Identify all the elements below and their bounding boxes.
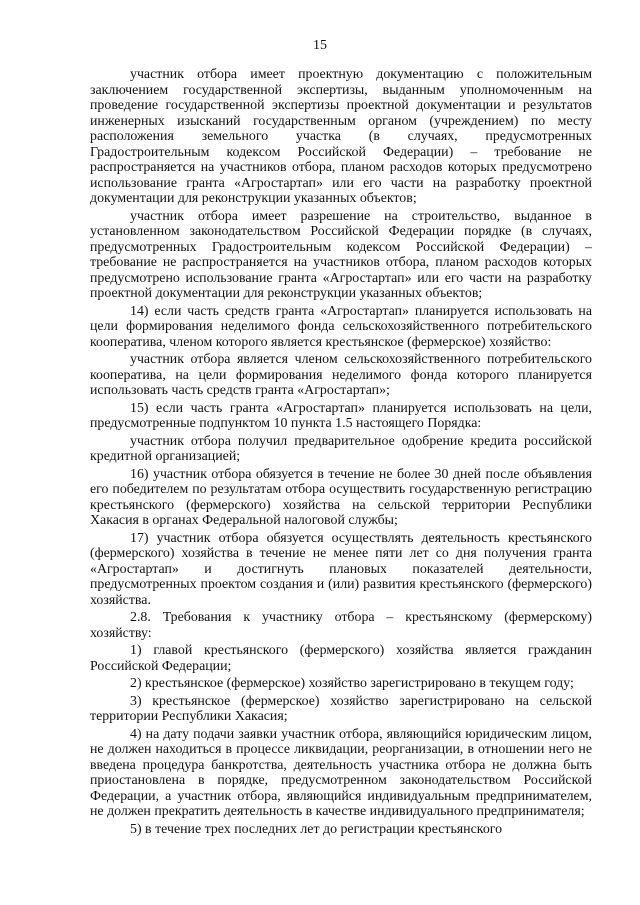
paragraph-item-16: 16) участник отбора обязуется в течение не более 30 дней после объявления его победителем по результатам отбора осуществить государственную регистрацию крестьянского (фермерского) хозяйства на сельской территории Республики Хакасия в органах Федеральной налоговой службы; xyxy=(90,466,592,528)
paragraph-requirement-3: 3) крестьянское (фермерское) хозяйство зарегистрировано на сельской территории Республики Хакасия; xyxy=(90,693,592,724)
paragraph-requirement-4: 4) на дату подачи заявки участник отбора, являющийся юридическим лицом, не должен находиться в процессе ликвидации, реорганизации, в отношении него не введена процедура банкротства, деятельность участника отбора не должна быть приостановлена в порядке, предусмотренном законодательством Российской Федерации, а участник отбора, являющийся индивидуальным предпринимателем, не должен прекратить деятельность в качестве индивидуального предпринимателя; xyxy=(90,726,592,819)
paragraph-item-15: 15) если часть гранта «Агростартап» планируется использовать на цели, предусмотренные подпунктом 10 пункта 1.5 настоящего Порядка: xyxy=(90,400,592,431)
paragraph-requirement-5: 5) в течение трех последних лет до регистрации крестьянского xyxy=(130,821,503,837)
paragraph-item-14: 14) если часть средств гранта «Агростартап» планируется использовать на цели формирования неделимого фонда сельскохозяйственного потребительского кооператива, членом которого является крестьянское (фермерское) хозяйство: xyxy=(90,303,592,350)
paragraph-credit-approval: участник отбора получил предварительное одобрение кредита российской кредитной организацией; xyxy=(90,433,592,464)
paragraph-requirement-2: 2) крестьянское (фермерское) хозяйство зарегистрировано в текущем году; xyxy=(130,676,574,691)
paragraph-cooperative-member: участник отбора является членом сельскохозяйственного потребительского кооператива, на цели формирования неделимого фонда которого планируется использовать часть средств гранта «Агростартап»; xyxy=(90,352,592,398)
paragraph-requirement-1: 1) главой крестьянского (фермерского) хозяйства является гражданин Российской Федерации; xyxy=(90,643,592,674)
document-body xyxy=(90,67,592,839)
paragraph-section-2-8: 2.8. Требования к участнику отбора – крестьянскому (фермерскому) хозяйству: xyxy=(90,610,592,641)
paragraph-project-documentation: участник отбора имеет проектную документацию с положительным заключением государственной экспертизы, выданным уполномоченным на проведение государственной экспертизы проектной документации и результатов инженерных изысканий государственным органом (учреждением) по месту расположения земельного участка (в случаях, предусмотренных Градостроительным кодексом Российской Федерации) – требование не распространяется на участников отбора, планом расходов которых предусмотрено использование гранта «Агростартап» или его части на разработку проектной документации для реконструкции указанных объектов; xyxy=(90,67,592,206)
paragraph-construction-permit: участник отбора имеет разрешение на строительство, выданное в установленном законодательством Российской Федерации порядке (в случаях, предусмотренных Градостроительным кодексом Российской Федерации) – требование не распространяется на участников отбора, планом расходов которых предусмотрено использование гранта «Агростартап» или его части на разработку проектной документации для реконструкции указанных объектов; xyxy=(90,208,592,301)
page-number: 15 xyxy=(313,38,327,53)
paragraph-item-17: 17) участник отбора обязуется осуществлять деятельность крестьянского (фермерского) хозяйства в течение не менее пяти лет со дня получения гранта «Агростартап» и достигнуть плановых показателей деятельности, предусмотренных проектом создания и (или) развития крестьянского (фермерского) хозяйства. xyxy=(90,530,592,608)
